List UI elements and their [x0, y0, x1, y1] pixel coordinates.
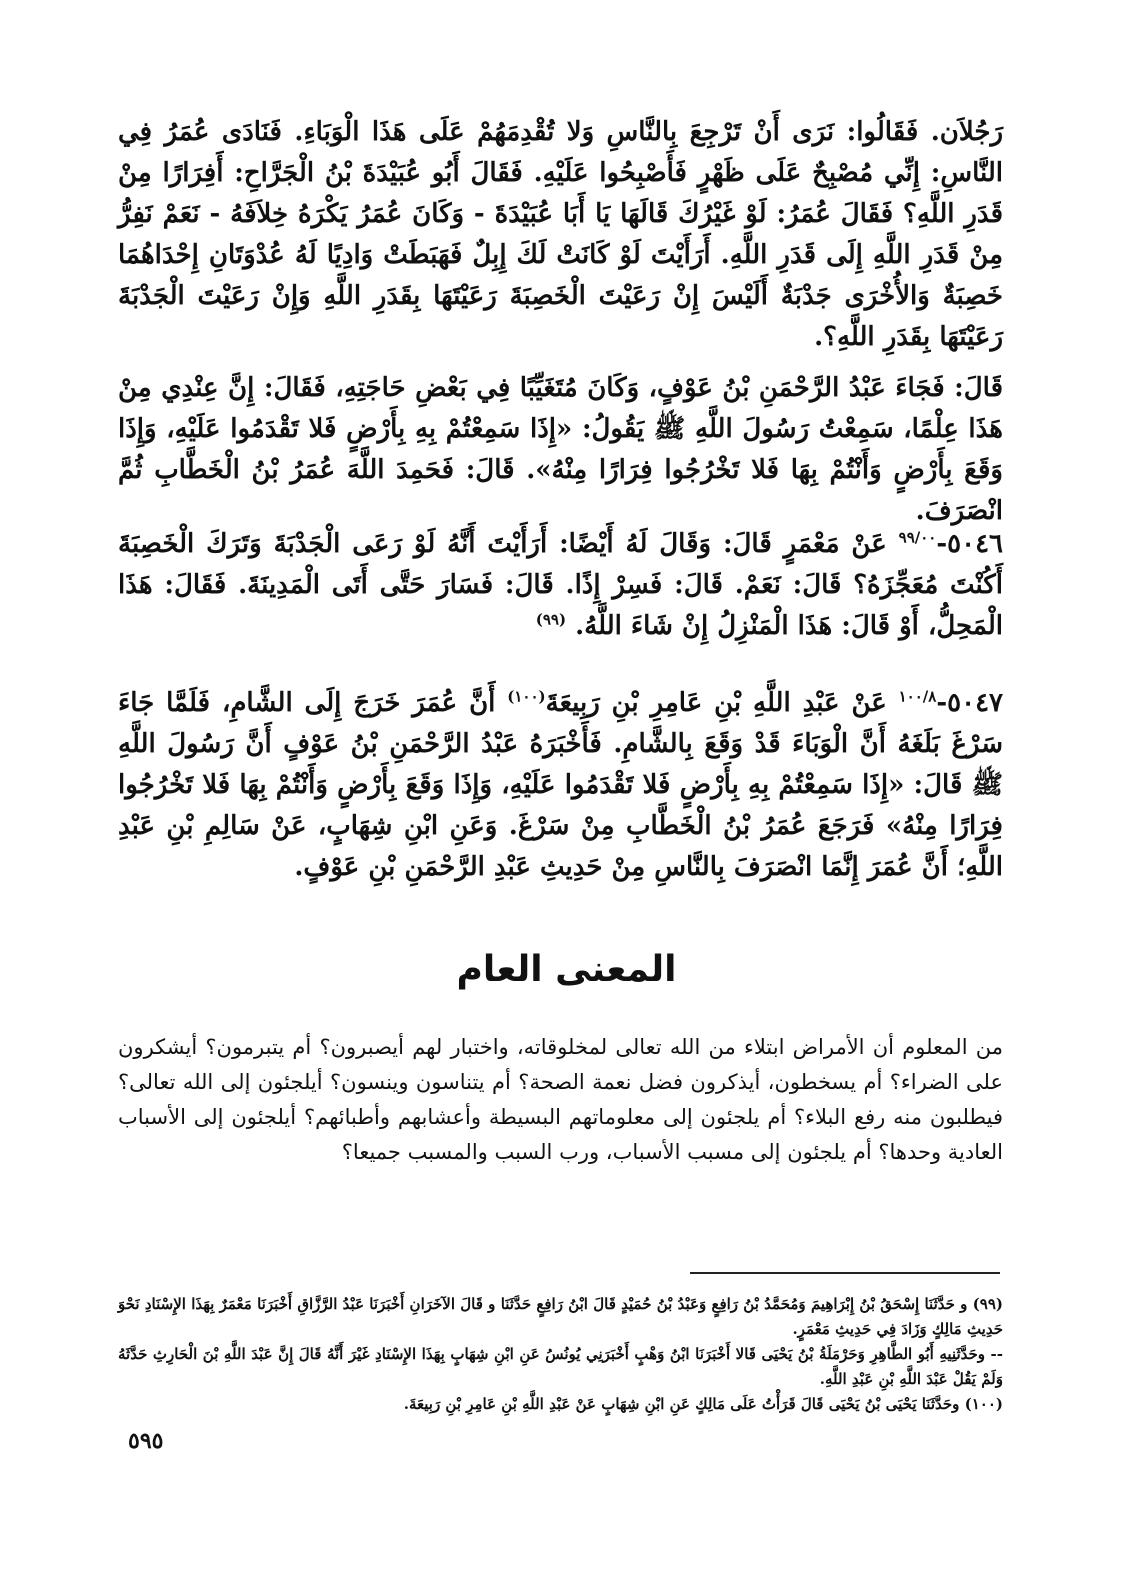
hadith-text: عَنْ مَعْمَرٍ قَالَ: وَقَالَ لَهُ أَيْضًا: أَرَأَيْتَ أَنَّهُ لَوْ رَعَى الْجَدْبَةَ وَتَرَكَ الْخَصِبَةَ أَكُنْتَ مُعَجِّزَهُ؟ قَالَ: نَعَمْ. قَالَ: فَسِرْ إِذًا. قَالَ: فَسَارَ حَتَّى أَتَى الْمَدِينَةَ. فَقَالَ: هَذَا الْمَحِلُّ، أَوْ قَالَ: هَذَا الْمَنْزِلُ إِنْ شَاءَ اللَّهُ. [118, 529, 1003, 641]
footnote-separator [690, 1272, 1000, 1274]
footnote-100: (١٠٠) وحَدَّثَنَا يَحْيَى بْنُ يَحْيَى قَالَ قَرَأْتُ عَلَى مَالِكٍ عَنِ ابْنِ شِهَابٍ عَنْ عَبْدِ اللَّهِ بْنِ عَامِرِ بْنِ رَبِيعَةَ. [403, 1395, 1003, 1413]
hadith-number: ٥٠٤٧- [936, 688, 1003, 718]
section-body: من المعلوم أن الأمراض ابتلاء من الله تعالى لمخلوقاته، واختبار لهم أيصبرون؟ أم يتبرمون؟ أيشكرون على الضراء؟ أم يسخطون، أيذكرون فضل نعمة الصحة؟ أم يتناسون وينسون؟ أيلجئون إلى الله تعالى؟ فيطلبون منه رفع البلاء؟ أم يلجئون إلى معلوماتهم البسيطة وأعشابهم وأطبائهم؟ أيلجئون إلى الأسباب العادية وحدها؟ أم يلجئون إلى مسبب الأسباب، ورب السبب والمسبب جميعا؟ [118, 1035, 1003, 1164]
hadith-number: ٥٠٤٦- [936, 529, 1004, 559]
section-heading: المعنى العام [456, 949, 677, 990]
hadith-text: أَنَّ عُمَرَ خَرَجَ إِلَى الشَّامِ، فَلَمَّا جَاءَ سَرْغَ بَلَغَهُ أَنَّ الْوَبَاءَ قَدْ وَقَعَ بِالشَّامِ. فَأَخْبَرَهُ عَبْدُ الرَّحْمَنِ بْنُ عَوْفٍ أَنَّ رَسُولَ اللَّهِ ﷺ قَالَ: «إِذَا سَمِعْتُمْ بِهِ بِأَرْضٍ فَلا تَقْدَمُوا عَلَيْهِ، وَإِذَا وَقَعَ بِأَرْضٍ وَأَنْتُمْ بِهَا فَلا تَخْرُجُوا فِرَارًا مِنْهُ» فَرَجَعَ عُمَرُ بْنُ الْخَطَّابِ مِنْ سَرْغَ. وَعَنِ ابْنِ شِهَابٍ، عَنْ سَالِمِ بْنِ عَبْدِ اللَّهِ؛ أَنَّ عُمَرَ إِنَّمَا انْصَرَفَ بِالنَّاسِ مِنْ حَدِيثِ عَبْدِ الرَّحْمَنِ بْنِ عَوْفٍ. [118, 688, 1003, 882]
footnote-marker: (٩٩) [535, 610, 567, 629]
footnote-marker: (١٠٠) [507, 687, 546, 706]
hadith-reference: ١٠٠/٨ [898, 687, 937, 706]
footnote-99-continued: -- وحَدَّثَنِيهِ أَبُو الطَّاهِرِ وَحَرْمَلَةُ بْنُ يَحْيَى قَالا أَخْبَرَنَا ابْنُ وَهْبٍ أَخْبَرَنِي يُونُسُ عَنِ ابْنِ شِهَابٍ بِهَذَا الإِسْنَادِ غَيْرَ أَنَّهُ قَالَ إِنَّ عَبْدَ اللَّهِ بْنَ الْحَارِثِ حَدَّثَهُ وَلَمْ يَقُلْ عَبْدَ اللَّهِ بْنِ عَبْدِ اللَّهِ. [118, 1345, 1003, 1388]
hadith-paragraph-abdurrahman: قَالَ: فَجَاءَ عَبْدُ الرَّحْمَنِ بْنُ عَوْفٍ، وَكَانَ مُتَغَيِّبًا فِي بَعْضِ حَاجَتِهِ، فَقَالَ: إِنَّ عِنْدِي مِنْ هَذَا عِلْمًا، سَمِعْتُ رَسُولَ اللَّهِ ﷺ يَقُولُ: «إِذَا سَمِعْتُمْ بِهِ بِأَرْضٍ فَلا تَقْدَمُوا عَلَيْهِ، وَإِذَا وَقَعَ بِأَرْضٍ وَأَنْتُمْ بِهَا فَلا تَخْرُجُوا فِرَارًا مِنْهُ». قَالَ: فَحَمِدَ اللَّهَ عُمَرُ بْنُ الْخَطَّابِ ثُمَّ انْصَرَفَ. [118, 373, 1003, 526]
hadith-5046 [118, 524, 1003, 647]
page-number: ٥٩٥ [128, 1428, 164, 1454]
footnote-99: (٩٩) و حَدَّثَنَا إِسْحَقُ بْنُ إِبْرَاهِيمَ وَمُحَمَّدُ بْنُ رَافِعٍ وَعَبْدُ بْنُ حُمَيْدٍ قَالَ ابْنُ رَافِعٍ حَدَّثَنَا و قَالَ الآخَرَانِ أَخْبَرَنَا عَبْدُ الرَّزَّاقِ أَخْبَرَنَا مَعْمَرٌ بِهَذَا الإِسْنَادِ نَحْوَ حَدِيثِ مَالِكٍ وَزَادَ فِي حَدِيثِ مَعْمَرٍ. [118, 1295, 1003, 1338]
hadith-text-narrator: عَنْ عَبْدِ اللَّهِ بْنِ عَامِرِ بْنِ رَبِيعَةَ [545, 688, 887, 718]
hadith-paragraph-continued: رَجُلاَن. فَقَالُوا: نَرَى أَنْ تَرْجِعَ بِالنَّاسِ وَلا تُقْدِمَهُمْ عَلَى هَذَا الْوَبَاءِ. فَنَادَى عُمَرُ فِي النَّاسِ: إِنِّي مُصْبِحٌ عَلَى ظَهْرٍ فَأَصْبِحُوا عَلَيْهِ. فَقَالَ أَبُو عُبَيْدَةَ بْنُ الْجَرَّاحِ: أَفِرَارًا مِنْ قَدَرِ اللَّهِ؟ فَقَالَ عُمَرُ: لَوْ غَيْرُكَ قَالَهَا يَا أَبَا عُبَيْدَةَ - وَكَانَ عُمَرُ يَكْرَهُ خِلاَفَهُ - نَعَمْ نَفِرُّ مِنْ قَدَرِ اللَّهِ إِلَى قَدَرِ اللَّهِ. أَرَأَيْتَ لَوْ كَانَتْ لَكَ إِبِلٌ فَهَبَطَتْ وَادِيًا لَهُ عُدْوَتَانِ إِحْدَاهُمَا خَصِبَةٌ وَالأُخْرَى جَدْبَةٌ أَلَيْسَ إِنْ رَعَيْتَ الْخَصِبَةَ رَعَيْتَهَا بِقَدَرِ اللَّهِ وَإِنْ رَعَيْتَ الْجَدْبَةَ رَعَيْتَهَا بِقَدَرِ اللَّهِ؟. [118, 117, 1003, 352]
footnotes [118, 1292, 1003, 1417]
hadith-reference: ٩٩/٠٠ [898, 528, 937, 547]
hadith-5047 [118, 683, 1003, 888]
